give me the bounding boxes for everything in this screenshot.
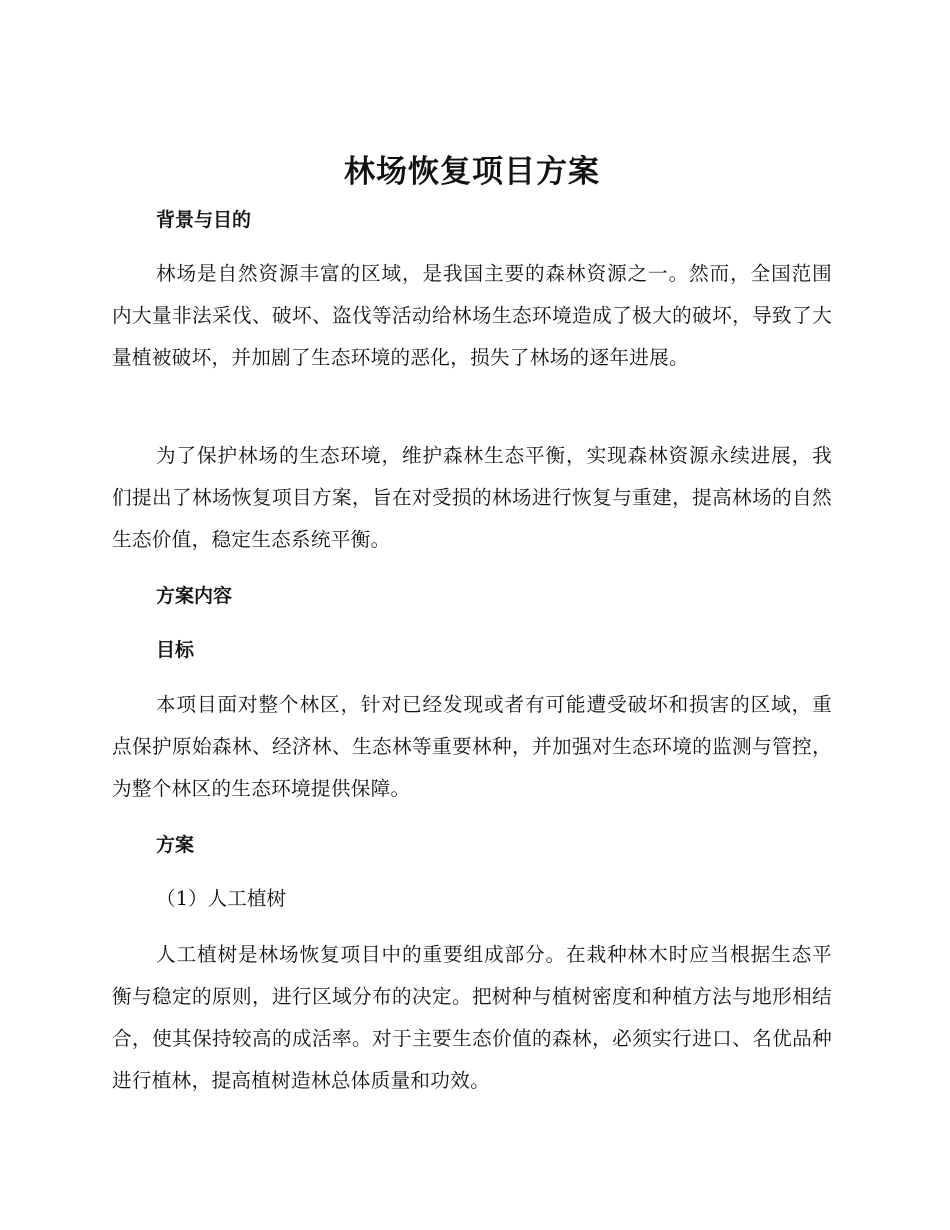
list-item-label: （1）人工植树 <box>156 887 287 910</box>
heading-plan: 方案 <box>156 834 195 856</box>
paragraph-planting: 人工植树是林场恢复项目中的重要组成部分。在栽种林木时应当根据生态平衡与稳定的原则，进行区域分布的决定。把树种与植树密度和种植方法与地形相结合，使其保持较高的成活率。对于主要生态价值的森林，必须实行进口、名优品种进行植林，提高植树造林总体质量和功效。 <box>112 943 832 1092</box>
document-title: 林场恢复项目方案 <box>344 154 600 190</box>
paragraph-background-2: 为了保护林场的生态环境，维护森林生态平衡，实现森林资源永续进展，我们提出了林场恢复项目方案，旨在对受损的林场进行恢复与重建，提高林场的自然生态价值，稳定生态系统平衡。 <box>112 444 832 551</box>
heading-goal: 目标 <box>156 639 195 661</box>
heading-plan-content: 方案内容 <box>156 585 233 607</box>
heading-background: 背景与目的 <box>156 209 252 231</box>
paragraph-background-1: 林场是自然资源丰富的区域，是我国主要的森林资源之一。然而，全国范围内大量非法采伐、破坏、盗伐等活动给林场生态环境造成了极大的破坏，导致了大量植被破坏，并加剧了生态环境的恶化，损失了林场的逐年进展。 <box>112 262 832 369</box>
paragraph-goal: 本项目面对整个林区，针对已经发现或者有可能遭受破坏和损害的区域，重点保护原始森林、经济林、生态林等重要林种，并加强对生态环境的监测与管控，为整个林区的生态环境提供保障。 <box>112 693 832 800</box>
